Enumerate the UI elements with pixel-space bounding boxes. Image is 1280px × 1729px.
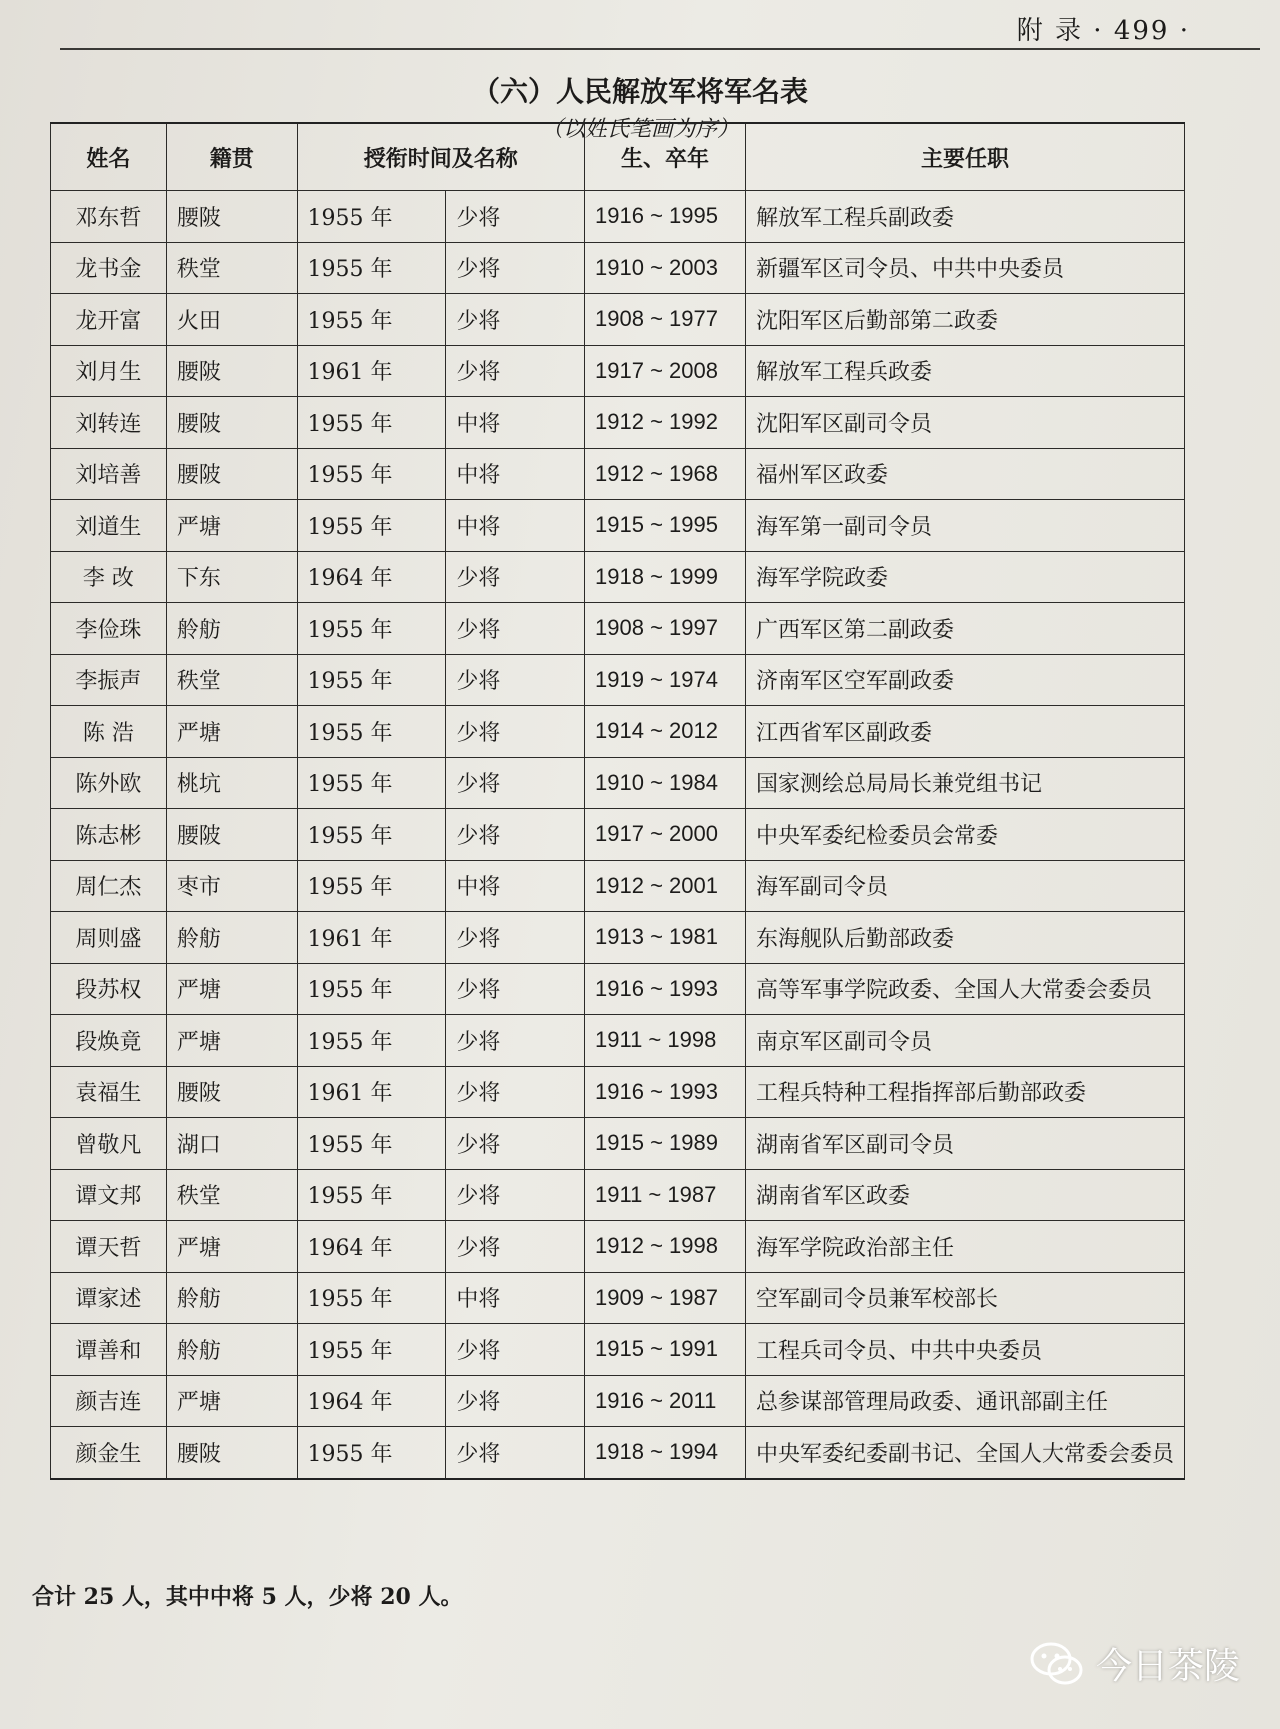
cell-post: 湖南省军区政委 — [745, 1169, 1184, 1221]
cell-place: 下东 — [166, 551, 297, 603]
table-row — [51, 1066, 1185, 1118]
cell-post: 中央军委纪检委员会常委 — [745, 809, 1184, 861]
cell-year: 1961 年 — [297, 345, 446, 397]
cell-place: 严塘 — [166, 963, 297, 1015]
cell-rank: 少将 — [446, 706, 585, 758]
cell-place: 秩堂 — [166, 654, 297, 706]
cell-life: 1910 ~ 1984 — [585, 757, 746, 809]
cell-life: 1912 ~ 1998 — [585, 1221, 746, 1273]
cell-year: 1955 年 — [297, 963, 446, 1015]
cell-name: 邓东哲 — [51, 191, 167, 243]
cell-post: 解放军工程兵政委 — [745, 345, 1184, 397]
table-row — [51, 706, 1185, 758]
cell-rank: 少将 — [446, 963, 585, 1015]
cell-life: 1915 ~ 1991 — [585, 1324, 746, 1376]
table-row — [51, 397, 1185, 449]
cell-life: 1908 ~ 1977 — [585, 294, 746, 346]
cell-year: 1955 年 — [297, 706, 446, 758]
table-row — [51, 1324, 1185, 1376]
cell-post: 济南军区空军副政委 — [745, 654, 1184, 706]
cell-rank: 中将 — [446, 397, 585, 449]
cell-rank: 少将 — [446, 1375, 585, 1427]
cell-rank: 少将 — [446, 1427, 585, 1479]
header-place: 籍贯 — [166, 123, 297, 191]
cell-place: 严塘 — [166, 1221, 297, 1273]
table-row — [51, 654, 1185, 706]
cell-place: 腰陂 — [166, 809, 297, 861]
cell-year: 1955 年 — [297, 1324, 446, 1376]
table-row — [51, 912, 1185, 964]
cell-rank: 中将 — [446, 448, 585, 500]
cell-post: 工程兵特种工程指挥部后勤部政委 — [745, 1066, 1184, 1118]
table-row — [51, 191, 1185, 243]
cell-name: 刘道生 — [51, 500, 167, 552]
cell-place: 严塘 — [166, 500, 297, 552]
cell-rank: 少将 — [446, 912, 585, 964]
cell-name: 段焕竟 — [51, 1015, 167, 1067]
cell-name: 李振声 — [51, 654, 167, 706]
cell-year: 1955 年 — [297, 1015, 446, 1067]
cell-name: 龙书金 — [51, 242, 167, 294]
cell-year: 1955 年 — [297, 1169, 446, 1221]
cell-post: 海军副司令员 — [745, 860, 1184, 912]
cell-name: 刘转连 — [51, 397, 167, 449]
cell-post: 解放军工程兵副政委 — [745, 191, 1184, 243]
watermark — [1030, 1638, 1240, 1689]
cell-rank: 少将 — [446, 345, 585, 397]
cell-place: 严塘 — [166, 706, 297, 758]
watermark-text: 今日茶陵 — [1095, 1646, 1240, 1687]
generals-table — [50, 122, 1185, 1480]
cell-life: 1911 ~ 1987 — [585, 1169, 746, 1221]
cell-year: 1955 年 — [297, 500, 446, 552]
cell-year: 1955 年 — [297, 860, 446, 912]
cell-life: 1911 ~ 1998 — [585, 1015, 746, 1067]
cell-rank: 少将 — [446, 603, 585, 655]
cell-year: 1955 年 — [297, 757, 446, 809]
cell-place: 腰陂 — [166, 448, 297, 500]
table-row — [51, 1118, 1185, 1170]
table-row — [51, 294, 1185, 346]
cell-name: 刘月生 — [51, 345, 167, 397]
cell-rank: 少将 — [446, 654, 585, 706]
cell-place: 严塘 — [166, 1375, 297, 1427]
table-row — [51, 242, 1185, 294]
cell-place: 舲舫 — [166, 1324, 297, 1376]
cell-name: 谭天哲 — [51, 1221, 167, 1273]
cell-name: 周仁杰 — [51, 860, 167, 912]
cell-rank: 少将 — [446, 242, 585, 294]
cell-post: 高等军事学院政委、全国人大常委会委员 — [745, 963, 1184, 1015]
cell-post: 东海舰队后勤部政委 — [745, 912, 1184, 964]
cell-year: 1955 年 — [297, 448, 446, 500]
cell-post: 湖南省军区副司令员 — [745, 1118, 1184, 1170]
cell-rank: 少将 — [446, 551, 585, 603]
table-row — [51, 1015, 1185, 1067]
cell-year: 1955 年 — [297, 397, 446, 449]
cell-rank: 少将 — [446, 294, 585, 346]
cell-year: 1961 年 — [297, 1066, 446, 1118]
cell-post: 沈阳军区副司令员 — [745, 397, 1184, 449]
cell-life: 1918 ~ 1994 — [585, 1427, 746, 1479]
cell-life: 1915 ~ 1995 — [585, 500, 746, 552]
cell-life: 1913 ~ 1981 — [585, 912, 746, 964]
cell-post: 福州军区政委 — [745, 448, 1184, 500]
cell-name: 陈 浩 — [51, 706, 167, 758]
cell-post: 海军学院政治部主任 — [745, 1221, 1184, 1273]
cell-year: 1964 年 — [297, 551, 446, 603]
cell-place: 舲舫 — [166, 1272, 297, 1324]
table-row — [51, 1427, 1185, 1479]
table-row — [51, 860, 1185, 912]
cell-rank: 中将 — [446, 1272, 585, 1324]
cell-post: 新疆军区司令员、中共中央委员 — [745, 242, 1184, 294]
cell-year: 1955 年 — [297, 809, 446, 861]
cell-rank: 少将 — [446, 1221, 585, 1273]
cell-life: 1915 ~ 1989 — [585, 1118, 746, 1170]
cell-place: 枣市 — [166, 860, 297, 912]
table-row — [51, 448, 1185, 500]
header-rank-time: 授衔时间及名称 — [297, 123, 584, 191]
table-subtitle: （以姓氏笔画为序） — [540, 117, 739, 142]
cell-post: 空军副司令员兼军校部长 — [745, 1272, 1184, 1324]
cell-life: 1919 ~ 1974 — [585, 654, 746, 706]
cell-life: 1916 ~ 1993 — [585, 1066, 746, 1118]
table-row — [51, 551, 1185, 603]
cell-rank: 少将 — [446, 809, 585, 861]
cell-life: 1918 ~ 1999 — [585, 551, 746, 603]
cell-name: 陈外欧 — [51, 757, 167, 809]
cell-name: 李 改 — [51, 551, 167, 603]
cell-rank: 少将 — [446, 1066, 585, 1118]
cell-post: 海军第一副司令员 — [745, 500, 1184, 552]
table-row — [51, 809, 1185, 861]
cell-place: 湖口 — [166, 1118, 297, 1170]
running-head: 附 录 · 499 · — [1016, 16, 1190, 46]
cell-name: 袁福生 — [51, 1066, 167, 1118]
cell-place: 腰陂 — [166, 191, 297, 243]
cell-year: 1955 年 — [297, 242, 446, 294]
cell-name: 龙开富 — [51, 294, 167, 346]
cell-post: 南京军区副司令员 — [745, 1015, 1184, 1067]
wechat-icon — [1030, 1641, 1084, 1687]
cell-place: 舲舫 — [166, 603, 297, 655]
cell-rank: 少将 — [446, 1169, 585, 1221]
header-post: 主要任职 — [745, 123, 1184, 191]
header-name: 姓名 — [51, 123, 167, 191]
cell-year: 1955 年 — [297, 1272, 446, 1324]
cell-place: 腰陂 — [166, 397, 297, 449]
cell-name: 陈志彬 — [51, 809, 167, 861]
header-life: 生、卒年 — [585, 123, 746, 191]
cell-place: 火田 — [166, 294, 297, 346]
cell-year: 1955 年 — [297, 654, 446, 706]
cell-place: 舲舫 — [166, 912, 297, 964]
table-title: （六）人民解放军将军名表 — [471, 75, 808, 108]
cell-name: 谭文邦 — [51, 1169, 167, 1221]
cell-post: 国家测绘总局局长兼党组书记 — [745, 757, 1184, 809]
cell-place: 严塘 — [166, 1015, 297, 1067]
cell-year: 1955 年 — [297, 191, 446, 243]
cell-life: 1912 ~ 2001 — [585, 860, 746, 912]
table-row — [51, 345, 1185, 397]
cell-life: 1910 ~ 2003 — [585, 242, 746, 294]
table-footnote: 合计 25 人，其中中将 5 人，少将 20 人。 — [32, 1584, 463, 1610]
cell-year: 1955 年 — [297, 603, 446, 655]
cell-name: 颜金生 — [51, 1427, 167, 1479]
cell-life: 1916 ~ 1995 — [585, 191, 746, 243]
header-row — [51, 123, 1185, 191]
cell-name: 周则盛 — [51, 912, 167, 964]
cell-place: 腰陂 — [166, 345, 297, 397]
cell-name: 刘培善 — [51, 448, 167, 500]
header-rule — [60, 48, 1260, 50]
cell-post: 中央军委纪委副书记、全国人大常委会委员 — [745, 1427, 1184, 1479]
cell-place: 腰陂 — [166, 1427, 297, 1479]
cell-year: 1964 年 — [297, 1375, 446, 1427]
cell-place: 桃坑 — [166, 757, 297, 809]
table-row — [51, 1375, 1185, 1427]
cell-post: 沈阳军区后勤部第二政委 — [745, 294, 1184, 346]
cell-rank: 少将 — [446, 1015, 585, 1067]
cell-year: 1964 年 — [297, 1221, 446, 1273]
cell-life: 1916 ~ 2011 — [585, 1375, 746, 1427]
cell-year: 1955 年 — [297, 1427, 446, 1479]
cell-place: 秩堂 — [166, 1169, 297, 1221]
table-body — [51, 191, 1185, 1479]
cell-place: 腰陂 — [166, 1066, 297, 1118]
cell-name: 段苏权 — [51, 963, 167, 1015]
cell-name: 谭善和 — [51, 1324, 167, 1376]
cell-life: 1908 ~ 1997 — [585, 603, 746, 655]
cell-year: 1955 年 — [297, 1118, 446, 1170]
table-row — [51, 963, 1185, 1015]
cell-rank: 少将 — [446, 1118, 585, 1170]
table-row — [51, 1272, 1185, 1324]
cell-name: 曾敬凡 — [51, 1118, 167, 1170]
cell-post: 江西省军区副政委 — [745, 706, 1184, 758]
cell-place: 秩堂 — [166, 242, 297, 294]
cell-life: 1909 ~ 1987 — [585, 1272, 746, 1324]
cell-name: 谭家述 — [51, 1272, 167, 1324]
cell-life: 1912 ~ 1992 — [585, 397, 746, 449]
cell-life: 1917 ~ 2000 — [585, 809, 746, 861]
table-row — [51, 1169, 1185, 1221]
table-row — [51, 500, 1185, 552]
cell-name: 李俭珠 — [51, 603, 167, 655]
cell-life: 1917 ~ 2008 — [585, 345, 746, 397]
table-row — [51, 603, 1185, 655]
cell-post: 海军学院政委 — [745, 551, 1184, 603]
cell-post: 工程兵司令员、中共中央委员 — [745, 1324, 1184, 1376]
cell-year: 1955 年 — [297, 294, 446, 346]
cell-post: 总参谋部管理局政委、通讯部副主任 — [745, 1375, 1184, 1427]
cell-rank: 中将 — [446, 860, 585, 912]
cell-life: 1912 ~ 1968 — [585, 448, 746, 500]
table-row — [51, 1221, 1185, 1273]
cell-rank: 中将 — [446, 500, 585, 552]
cell-life: 1914 ~ 2012 — [585, 706, 746, 758]
table-row — [51, 757, 1185, 809]
cell-rank: 少将 — [446, 1324, 585, 1376]
cell-life: 1916 ~ 1993 — [585, 963, 746, 1015]
cell-rank: 少将 — [446, 757, 585, 809]
cell-year: 1961 年 — [297, 912, 446, 964]
cell-name: 颜吉连 — [51, 1375, 167, 1427]
cell-post: 广西军区第二副政委 — [745, 603, 1184, 655]
cell-rank: 少将 — [446, 191, 585, 243]
